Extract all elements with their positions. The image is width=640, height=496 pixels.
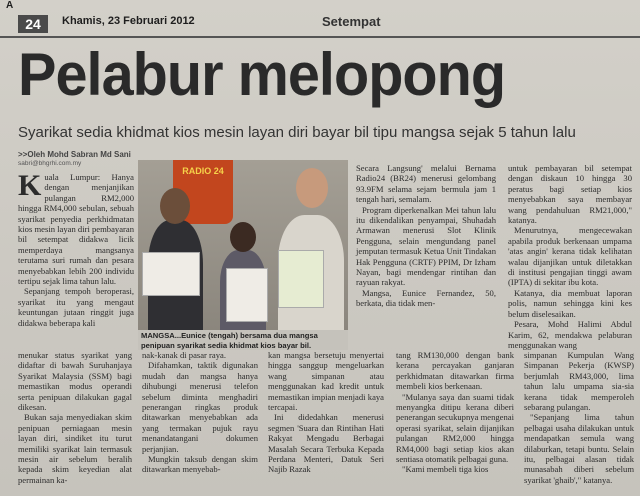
leaflet-left — [142, 252, 200, 296]
column-4-top — [508, 163, 632, 350]
column-1-top — [18, 169, 134, 344]
column-3-bottom — [268, 350, 384, 492]
paragraph: Difahamkan, taktik digunakan mudah dan mangsa hanya dihubungi menerusi telefon sebelum diminta menghadiri penerangan ringkas produk ditawarkan menyebabkan ada yang termakan pujuk rayu menandatangani dokumen perjanjian. — [142, 360, 258, 454]
paragraph: simpanan Kumpulan Wang Simpanan Pekerja (KWSP) berjumlah RM43,000, lima tahun lalu umpama sia-sia kerana tidak memperoleh sebarang pulangan. — [524, 350, 634, 413]
paragraph: Pesara, Mohd Halimi Abdul Karim, 62, mendakwa pelaburan menggunakan wang — [508, 319, 632, 350]
paragraph: Ini didedahkan menerusi segmen 'Suara dan Rintihan Hati Rakyat Mengadu Berbagai Masalah Secara Terbuka Kepada Perdana Menteri, Datuk Seri Najib Razak — [268, 412, 384, 475]
paragraph: "Kami membeli tiga kios — [402, 464, 489, 475]
paragraph: Mangsa, Eunice Fernandez, 50, berkata, dia tidak men- — [356, 287, 496, 309]
headline: Pelabur melopong — [18, 41, 506, 108]
leaflet-right — [278, 250, 324, 308]
paragraph: kan mangsa bersetuju menyertai hingga sanggup mengeluarkan wang simpanan atau menggunakan kad kredit untuk memastikan impian menjadi kaya tercapai. — [268, 350, 384, 413]
subheadline: Syarikat sedia khidmat kios mesin layan diri bayar bil tipu mangsa sejak 5 tahun lalu — [18, 124, 576, 141]
column-4-bottom — [396, 350, 514, 492]
paragraph: Mungkin taksub dengan skim ditawarkan menyebab- — [142, 454, 258, 475]
person-middle-head — [230, 222, 256, 252]
paragraph: menukar status syarikat yang didaftar di bawah Suruhanjaya Syarikat Malaysia (SSM) bagi memastikan modus operandi serta penipuan dilakukan gagal dikesan. — [18, 350, 132, 413]
author-email: sabri@bhgrhi.com.my — [18, 160, 82, 167]
section-letter: A — [6, 0, 14, 11]
paragraph: Bukan saja menyediakan skim penipuan perniagaan mesin layan diri, sindiket itu turut memiliki syarikat lain termasuk mesin air sebelum beralih kepada skim keyedian alat permainan ka- — [18, 412, 132, 485]
section-name: Setempat — [322, 14, 381, 29]
issue-date: Khamis, 23 Februari 2012 — [62, 15, 195, 27]
column-3-top — [356, 163, 496, 343]
paragraph: Menurutnya, mengecewakan apabila produk berkenaan umpama 'atas angin' kerana tidak kelihatan walau dijanjikan untuk diletakkan di institusi pengajian tinggi awam (IPTA) di sekitar ibu kota. — [508, 225, 632, 288]
paragraph: tang RM130,000 dengan bank kerana percayakan ganjaran perkhidmatan ditawarkan firma membeli kios berkenaan. — [396, 350, 514, 392]
paragraph: Program diperkenalkan Mei tahun lalu itu dikendalikan penyampai, Shuhadah Armawan menerusi Slot Klinik Pengguna, selain mengundang panel jemputan termasuk Ketua Unit Tindakan Hak Pengguna (CRTF) PPIM, Dr Izham Nayan, bagi mendengar rintihan dan rayuan rakyat. — [356, 204, 496, 288]
paragraph: Sepanjang tempoh beroperasi, syarikat itu yang mengaut keuntungan jutaan ringgit juga didakwa beberapa kali — [18, 286, 134, 328]
paragraph: Secara Langsung' melalui Bernama Radio24 (BR24) menerusi gelombang 93.9FM selama sejam bermula jam 1 tengah hari, semalam. — [356, 163, 496, 205]
drop-cap: K — [18, 169, 42, 202]
column-2-bottom — [142, 350, 258, 492]
paragraph: nak-kanak di pasar raya. — [142, 350, 226, 360]
article-photo — [138, 160, 348, 330]
paragraph: "Sepanjang lima tahun pelbagai usaha dilakukan untuk mendapatkan semula wang dilaburkan, tetapi buntu. Selain itu, pelbagai alasan tidak munasabah diberi sebelum syarikat 'ghaib'," katanya. — [524, 412, 634, 485]
page-number: 24 — [18, 15, 48, 33]
column-1-bottom — [18, 350, 132, 492]
paragraph: uala Lumpur: Hanya dengan menjanjikan pulangan RM2,000 hingga RM4,000 sebulan, sebuah syarikat penyedia perkhidmatan kios mesin layan diri pembayaran bil setempat didakwa licik memperdaya mangsanya terutama suri rumah dan pesara menyebabkan lebih 200 individu tertipu sejak lima tahun lalu. — [18, 172, 134, 287]
person-right-head — [296, 168, 328, 208]
paragraph: "Mulanya saya dan suami tidak menyangka ditipu kerana diberi penerangan secukupnya mengenai operasi syarikat, selain dijanjikan pulangan RM2,000 hingga RM4,000 bagi setiap kios akan sentiasa otomatik pelbagai guna. — [396, 391, 514, 465]
photo-caption: MANGSA...Eunice (tengah) bersama dua mangsa penipuan syarikat sedia khidmat kios bayar bil. — [138, 330, 348, 350]
leaflet-middle — [226, 268, 268, 322]
person-left-head — [160, 188, 190, 224]
paragraph: untuk pembayaran bil setempat dengan diskaun 10 hingga 30 peratus bagi setiap kios menyebabkan saya membayar wang pendahuluan RM21,000," katanya. — [508, 163, 632, 226]
paragraph: Katanya, dia membuat laporan polis, namun sehingga kini kes belum diselesaikan. — [508, 287, 632, 319]
byline: >>Oleh Mohd Sabran Md Sani — [18, 150, 131, 159]
radio-sign-text: RADIO 24 — [182, 166, 224, 176]
column-5-bottom — [524, 350, 634, 492]
